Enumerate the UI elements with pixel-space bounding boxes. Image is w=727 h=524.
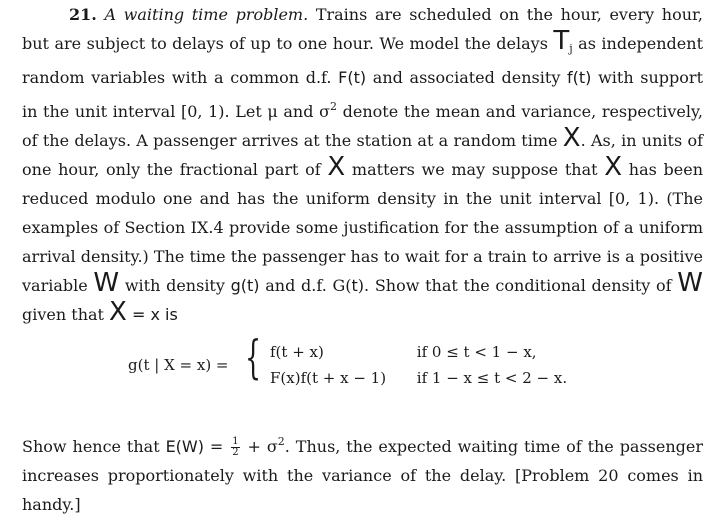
problem-title: A waiting time problem. bbox=[104, 5, 309, 24]
sup-2: 2 bbox=[330, 100, 338, 113]
problem-text bbox=[22, 0, 703, 329]
F-of-t: F(t) bbox=[338, 68, 367, 87]
g-of-t: g(t) bbox=[230, 276, 260, 295]
conditional-density-equation bbox=[128, 330, 648, 396]
case-1-condition: if 0 ≤ t < 1 − x, bbox=[416, 343, 537, 361]
cases-brace: { bbox=[245, 330, 262, 384]
case-2-expression: F(x)f(t + x − 1) bbox=[270, 369, 387, 387]
one-half-fraction bbox=[231, 437, 239, 458]
text-seg: as independent random variables with a common d.f. bbox=[22, 34, 703, 87]
text-seg: has been reduced modulo one and has the uniform density in the unit interval [0, 1). (The examples of Section IX.4 provide some justification for the assumption of a uniform arrival density.) The time the passenger has to wait for a train to arrive is a positive variable bbox=[22, 160, 703, 295]
text-seg: with density bbox=[119, 276, 231, 295]
text-seg: with support in the unit interval [0, 1). Let μ and σ bbox=[22, 68, 704, 121]
plus-sigma: + σ bbox=[241, 437, 278, 456]
text-seg: given that bbox=[22, 305, 110, 324]
text-seg: ). Show that the conditional density of bbox=[357, 276, 678, 295]
var-W: W bbox=[677, 268, 704, 298]
sub-j: j bbox=[569, 42, 573, 55]
text-seg: and d.f. G( bbox=[259, 276, 352, 295]
equation-lhs: g(t | X = x) = bbox=[128, 356, 229, 374]
text-seg: matters we may suppose that bbox=[345, 160, 605, 179]
var-X: X bbox=[562, 123, 581, 153]
sup-2: 2 bbox=[277, 435, 285, 448]
var-W: W bbox=[93, 268, 120, 298]
fraction-numerator: 1 bbox=[232, 436, 239, 447]
text-seg: Show hence that bbox=[22, 437, 166, 456]
equation-case-1 bbox=[270, 343, 537, 361]
fraction-denominator: 2 bbox=[232, 447, 239, 458]
case-1-expression: f(t + x) bbox=[270, 343, 324, 361]
expected-W: E(W) bbox=[165, 437, 204, 456]
text-seg: Thus, the expected waiting time of the passenger increases proportionately with the variance of the delay. [Problem 20 comes in handy.] bbox=[22, 437, 704, 514]
var-X: X bbox=[604, 152, 623, 182]
var-X: X bbox=[327, 152, 346, 182]
equals-sign: = bbox=[203, 437, 230, 456]
text-seg: and associated density bbox=[366, 68, 568, 87]
problem-number: 21. bbox=[69, 5, 97, 24]
text-seg: . As, in units of one hour, only the fractional part of bbox=[22, 131, 704, 179]
case-2-condition: if 1 − x ≤ t < 2 − x. bbox=[416, 369, 568, 387]
var-T: T bbox=[553, 26, 570, 56]
period: . bbox=[284, 437, 290, 456]
conclusion-paragraph bbox=[22, 427, 703, 519]
text-seg: = x is bbox=[126, 305, 178, 324]
var-X: X bbox=[109, 297, 127, 327]
text-seg: Trains are scheduled on the hour, every hour, but are subject to delays of up to one hour. We model the delays bbox=[22, 5, 703, 53]
t-in-G: t bbox=[351, 276, 358, 295]
f-of-t: f(t) bbox=[567, 68, 592, 87]
equation-case-2 bbox=[270, 369, 567, 387]
problem-paragraph bbox=[22, 0, 703, 329]
text-seg: denote the mean and variance, respectively, of the delays. A passenger arrives at the station at a random time bbox=[22, 102, 703, 150]
